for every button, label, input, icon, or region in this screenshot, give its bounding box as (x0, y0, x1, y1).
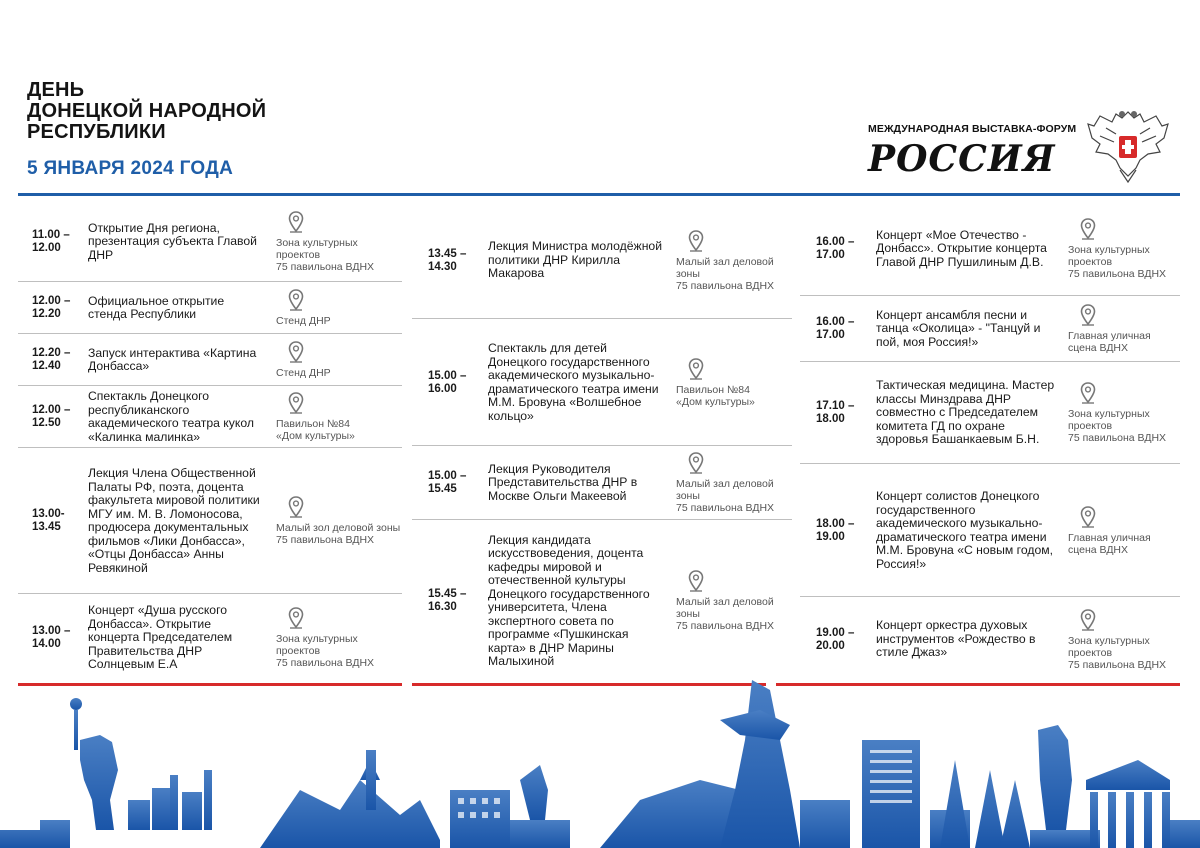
event-title: Официальное открытие стенда Республики (88, 293, 225, 321)
location-pin-icon (688, 452, 704, 474)
event-title: Тактическая медицина. Мастер классы Минздрава ДНР совместно с Председателем комитета ГД по охране здоровья Башанкаевым Б.Н. (876, 378, 1055, 447)
location-pin-icon (1080, 382, 1096, 404)
venue-label: Зона культурных проектов 75 павильона ВДНХ (276, 633, 375, 669)
event-title: Лекция Руководителя Представительства ДНР в Москве Ольги Макеевой (488, 461, 638, 503)
event-venue (260, 607, 402, 669)
event-title: Концерт «Мое Отечество - Донбасс». Открытие концерта Главой ДНР Пушилиным Д.В. (876, 227, 1047, 269)
event-title: Концерт ансамбля песни и танца «Околица» - "Танцуй и пой, моя Россия!» (876, 307, 1041, 349)
event-time: 13.00 – 14.00 (32, 625, 71, 650)
venue-label: Павильон №84 «Дом культуры» (676, 383, 755, 408)
event-time: 12.00 – 12.50 (32, 404, 71, 429)
venue-label: Главная уличная сцена ВДНХ (1068, 330, 1151, 354)
event-venue (668, 570, 792, 632)
event-title: Спектакль для детей Донецкого государственного академического музыкально-драматического театра имени М.М. Бровуна «Волшебное кольцо» (488, 341, 659, 423)
event-venue (1058, 382, 1180, 444)
event-time: 19.00 – 20.00 (816, 626, 855, 652)
schedule-row (412, 520, 792, 682)
schedule-row (18, 386, 402, 448)
event-time: 18.00 – 19.00 (816, 517, 855, 543)
schedule-row (800, 597, 1180, 682)
venue-label: Главная уличная сцена ВДНХ (1068, 531, 1151, 556)
event-title: Лекция Члена Общественной Палаты РФ, поэта, доцента факультета мировой политики МГУ им. М. В. Ломоносова, продюсера документальных фильмов «Лики Донбасса», «Отцы Донбасса» Анны Ревякиной (88, 466, 260, 575)
title-line-2: ДОНЕЦКОЙ НАРОДНОЙ (27, 100, 267, 122)
event-venue (1058, 609, 1180, 671)
event-venue (1058, 506, 1180, 556)
location-pin-icon (1080, 304, 1096, 326)
schedule-row (412, 446, 792, 520)
event-venue (1058, 304, 1180, 354)
schedule-row (412, 202, 792, 319)
city-skyline-illustration (0, 680, 1200, 848)
venue-label: Зона культурных проектов 75 павильона ВДНХ (1068, 244, 1167, 280)
event-venue (668, 230, 792, 292)
event-title: Концерт оркестра духовых инструментов «Рождество в стиле Джаз» (876, 618, 1036, 660)
schedule-row (800, 362, 1180, 464)
expo-wordmark: РОССИЯ (868, 138, 1056, 180)
venue-label: Стенд ДНР (276, 367, 331, 379)
dpr-emblem-icon (1086, 104, 1170, 184)
schedule-row (18, 202, 402, 282)
event-title: Лекция кандидата искусствоведения, доцента кафедры мировой и отечественной культуры Донецкого государственного университета, Члена экспертного совета по программе «Пушкинская карта» в ДНР Марины Малыхиной (488, 532, 650, 668)
event-time: 11.00 – 12.00 (32, 229, 70, 254)
event-time: 16.00 – 17.00 (816, 316, 855, 341)
event-venue (260, 289, 402, 327)
schedule-row (18, 334, 402, 386)
title-line-3: РЕСПУБЛИКИ (27, 121, 166, 143)
expo-caption: МЕЖДУНАРОДНАЯ ВЫСТАВКА-ФОРУМ (868, 123, 1077, 135)
schedule-row (18, 594, 402, 682)
event-venue (1058, 218, 1180, 280)
venue-label: Малый зол деловой зоны 75 павильона ВДНХ (276, 522, 401, 546)
location-pin-icon (1080, 218, 1096, 240)
schedule-row (412, 319, 792, 446)
event-time: 13.00- 13.45 (32, 508, 65, 533)
event-time: 13.45 – 14.30 (428, 247, 467, 273)
event-time: 16.00 – 17.00 (816, 236, 855, 261)
event-venue (260, 496, 402, 546)
venue-label: Малый зал деловой зоны 75 павильона ВДНХ (676, 596, 775, 632)
schedule-row (800, 202, 1180, 296)
event-time: 12.00 – 12.20 (32, 295, 71, 320)
location-pin-icon (288, 289, 304, 311)
event-time: 15.00 – 15.45 (428, 470, 467, 495)
event-venue (260, 392, 402, 442)
schedule-row (18, 282, 402, 334)
venue-label: Зона культурных проектов 75 павильона ВДНХ (1068, 634, 1167, 671)
event-time: 17.10 – 18.00 (816, 400, 855, 425)
location-pin-icon (288, 211, 304, 233)
event-time: 12.20 – 12.40 (32, 347, 71, 372)
event-title: Спектакль Донецкого республиканского академического театра кукол «Калинка малинка» (88, 389, 254, 444)
venue-label: Стенд ДНР (276, 315, 331, 327)
event-title: Концерт солистов Донецкого государственного академического музыкально-драматического театра имени М.М. Бровуна «С новым годом, Россия!» (876, 489, 1054, 571)
location-pin-icon (288, 341, 304, 363)
event-venue (260, 341, 402, 379)
venue-label: Малый зал деловой зоны 75 павильона ВДНХ (676, 255, 775, 292)
venue-label: Малый зал деловой зоны 75 павильона ВДНХ (676, 478, 775, 514)
location-pin-icon (1080, 506, 1096, 528)
location-pin-icon (688, 358, 704, 380)
venue-label: Зона культурных проектов 75 павильона ВДНХ (1068, 408, 1167, 444)
event-venue (260, 211, 402, 273)
location-pin-icon (288, 607, 304, 629)
event-venue (668, 452, 792, 514)
schedule-row (800, 464, 1180, 597)
header-divider (18, 193, 1180, 196)
event-time: 15.00 – 16.00 (428, 369, 467, 395)
venue-label: Павильон №84 «Дом культуры» (276, 418, 355, 442)
location-pin-icon (688, 570, 704, 592)
event-date: 5 ЯНВАРЯ 2024 ГОДА (27, 158, 234, 179)
location-pin-icon (288, 392, 304, 414)
schedule-row (800, 296, 1180, 362)
event-title: Лекция Министра молодёжной политики ДНР Кирилла Макарова (488, 239, 663, 281)
page-title (27, 80, 266, 143)
schedule-row (18, 448, 402, 594)
location-pin-icon (688, 230, 704, 252)
event-time: 15.45 – 16.30 (428, 588, 467, 613)
location-pin-icon (288, 496, 304, 518)
venue-label: Зона культурных проектов 75 павильона ВДНХ (276, 237, 375, 273)
event-title: Запуск интерактива «Картина Донбасса» (88, 345, 257, 373)
event-venue (668, 358, 792, 408)
event-title: Открытие Дня региона, презентация субъекта Главой ДНР (88, 220, 257, 262)
expo-logo (868, 104, 1178, 184)
title-line-1: ДЕНЬ (27, 79, 85, 101)
event-title: Концерт «Душа русского Донбасса». Открытие концерта Председателем Правительства ДНР Солнцевым Е.А (88, 603, 233, 672)
location-pin-icon (1080, 609, 1096, 631)
